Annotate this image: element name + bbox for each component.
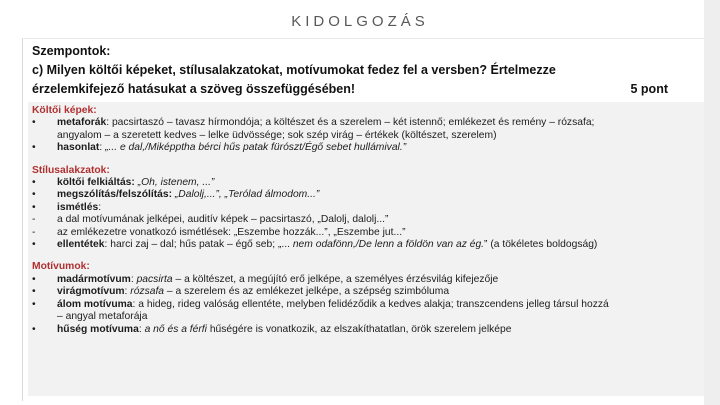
list-item-continuation — [32, 311, 702, 323]
list-item — [32, 189, 702, 201]
madar-italic: pacsirta — [136, 273, 173, 285]
bullet-marker: • — [32, 201, 36, 213]
question-line-1: c) Milyen költői képeket, stílusalakzatokat, motívumokat fedez fel a versben? Értelmezze — [32, 63, 556, 77]
virag-text: – a szerelem és az emlékezet jelképe, a szépség szimbóluma — [164, 286, 450, 298]
dash-marker: - — [32, 214, 36, 226]
section-heading-alakzatok: Stílusalakzatok: — [32, 164, 110, 176]
term-ellentetek: ellentétek — [57, 239, 105, 251]
alom-text: : a hideg, rideg valóság ellentéte, melyben felidéződik a kedves alakja; transzcendens jelleg társul hozzá — [132, 298, 609, 310]
term-madarmotivum: madármotívum — [57, 273, 131, 285]
list-item — [32, 286, 702, 298]
term-metafora: metaforák — [57, 117, 107, 129]
madar-pre: : — [130, 273, 137, 285]
ellentetek-end: ” (a tökéletes boldogság) — [484, 239, 598, 251]
madar-text: – a költészet, a megújító erő jelképe, a személyes érzésvilág kifejezője — [172, 273, 499, 285]
list-item — [32, 142, 702, 154]
ellentetek-text: : harci zaj – dal; hűs patak – égő seb; „... — [104, 239, 293, 251]
list-item — [32, 177, 702, 189]
list-item — [32, 214, 702, 226]
slide-title-bar — [0, 8, 720, 34]
virag-pre: : — [124, 286, 131, 298]
question-label: Szempontok: — [32, 44, 111, 58]
section-heading-kepek: Költői képek: — [32, 105, 97, 116]
ismetles-sub-1: a dal motívumának jelképei, auditív képek – pacsirtaszó, „Dalolj, dalolj...” — [57, 214, 389, 226]
ellentetek-italic: nem odafönn,/De lenn a földön van az ég. — [292, 239, 485, 251]
points-label: 5 pont — [630, 82, 668, 96]
ismetles-sub-2: az emlékezetre vonatkozó ismétlések: „Eszembe hozzák...”, „Eszembe jut...” — [57, 226, 406, 238]
ismetles-text: : — [98, 201, 102, 213]
bullet-marker: • — [32, 189, 36, 201]
bullet-marker: • — [32, 239, 36, 251]
huseg-italic: a nő és a férfi — [144, 323, 207, 335]
right-shadow-edge — [704, 0, 720, 405]
list-item — [32, 274, 702, 286]
bullet-marker: • — [32, 117, 36, 129]
list-item — [32, 324, 702, 336]
megszolitas-text: „Dalolj,...”, „Terólad álmodom...” — [172, 189, 320, 201]
bullet-marker: • — [32, 286, 36, 298]
term-viragmotivum: virágmotívum — [57, 286, 125, 298]
alom-continuation: – angyal metaforája — [57, 311, 148, 323]
answer-text — [32, 105, 702, 336]
dash-marker: - — [32, 226, 36, 238]
bullet-marker: • — [32, 177, 36, 189]
metafora-text: : pacsirtaszó – tavasz hírmondója; a költészet és a szerelem – két istennő; emlékezet és remény – rózsafa; — [106, 117, 595, 129]
bullet-marker: • — [32, 142, 36, 154]
section-heading-motivumok: Motívumok: — [32, 261, 90, 273]
term-megszolitas: megszólítás/felszólítás: — [57, 189, 173, 201]
hasonlat-pre: : — [99, 142, 106, 154]
term-huseg-motivuma: hűség motívuma — [57, 323, 139, 335]
list-item — [32, 117, 702, 129]
question-block — [32, 42, 672, 99]
term-alom-motivuma: álom motívuma — [57, 298, 133, 310]
term-hasonlat: hasonlat — [57, 142, 100, 154]
question-line-2-row — [32, 80, 672, 99]
huseg-pre: : — [138, 323, 145, 335]
list-item-continuation — [32, 130, 702, 142]
list-item — [32, 239, 702, 251]
list-item — [32, 202, 702, 214]
term-felkialtas: költői felkiáltás: — [57, 177, 135, 189]
bullet-marker: • — [32, 298, 36, 310]
list-item — [32, 227, 702, 239]
question-line-2: érzelemkifejező hatásukat a szöveg összefüggésében! — [32, 82, 356, 96]
bullet-marker: • — [32, 323, 36, 335]
virag-italic: rózsafa — [130, 286, 165, 298]
metafora-continuation: angyalom – a szeretett kedves – lelke üdvössége; sok szép virág – értékek (költészet, szerelem) — [57, 129, 497, 141]
slide-title: KIDOLGOZÁS — [291, 12, 429, 30]
term-ismetles: ismétlés — [57, 201, 99, 213]
felkialtas-text: „Oh, istenem, ...” — [134, 177, 215, 189]
hasonlat-text: „... e dal,/Miképptha bérci hűs patak fürószt/Égő sebet hullámival.” — [105, 142, 407, 154]
bullet-marker: • — [32, 273, 36, 285]
list-item — [32, 299, 702, 311]
huseg-text: hűségére is vonatkozik, az elszakíthatatlan, örök szerelem jelképe — [206, 323, 512, 335]
